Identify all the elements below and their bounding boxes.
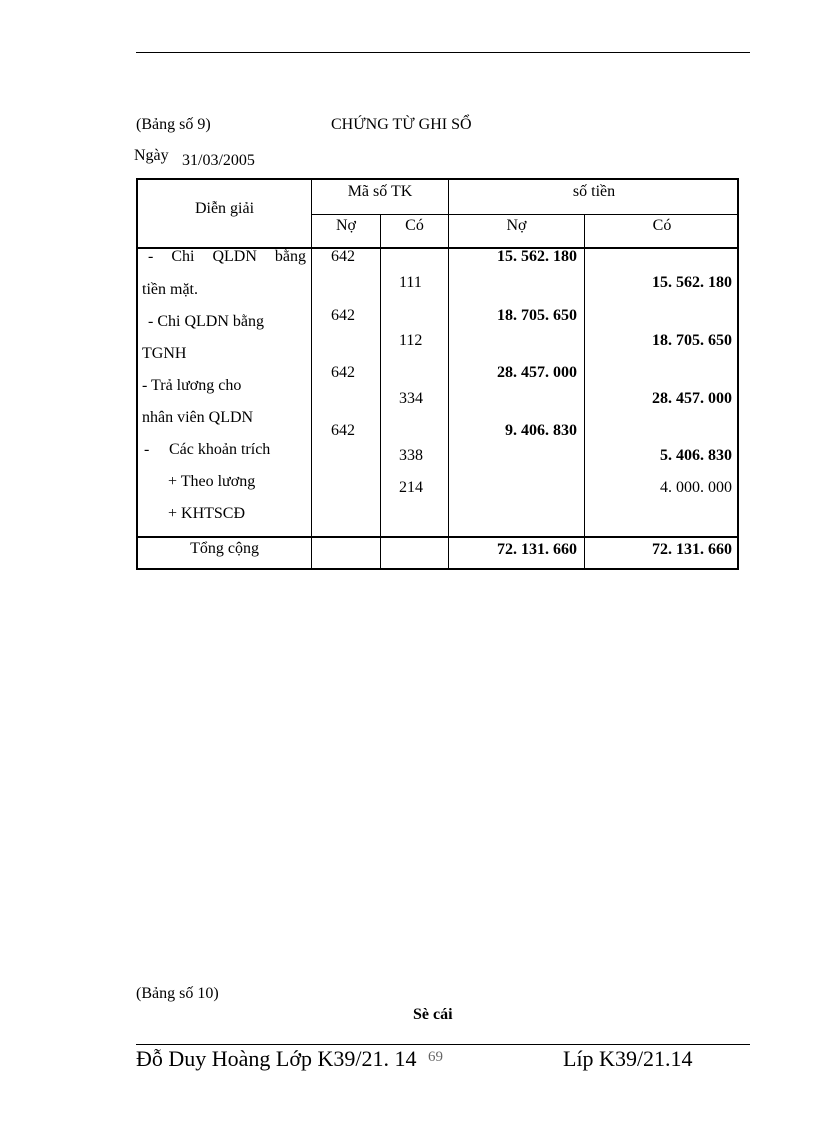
total-label: Tổng cộng [190, 540, 259, 557]
credit-account-code: 111 [399, 274, 422, 291]
header-account-code: Mã số TK [347, 183, 413, 200]
credit-amount: 5. 406. 830 [660, 447, 732, 464]
credit-account-code: 214 [399, 479, 423, 496]
total-debit: 72. 131. 660 [497, 541, 577, 558]
description-line: Các khoản trích [169, 441, 271, 458]
debit-amount: 18. 705. 650 [497, 307, 577, 324]
description-line: + KHTSCĐ [168, 505, 246, 522]
table-number: (Bảng số 9) [136, 116, 211, 133]
header-credit-amount: Có [652, 217, 672, 234]
description-line: - Chi QLDN bằng [148, 248, 306, 265]
voucher-table [136, 178, 739, 570]
total-credit: 72. 131. 660 [652, 541, 732, 558]
header-debit-account: Nợ [335, 217, 356, 234]
footer-author-class: Đỗ Duy Hoàng Lớp K39/21. 14 [136, 1046, 417, 1071]
col-divider [380, 214, 381, 568]
debit-amount: 9. 406. 830 [505, 422, 577, 439]
footer-page-number: 69 [428, 1049, 443, 1065]
row-divider [311, 214, 739, 215]
credit-amount: 15. 562. 180 [652, 274, 732, 291]
credit-amount: 18. 705. 650 [652, 332, 732, 349]
debit-account-code: 642 [331, 307, 355, 324]
debit-account-code: 642 [331, 248, 355, 265]
description-line: + Theo lương [168, 473, 256, 490]
date-value: 31/03/2005 [182, 152, 255, 169]
description-line: - Trả lương cho [142, 377, 242, 394]
debit-amount: 28. 457. 000 [497, 364, 577, 381]
credit-account-code: 334 [399, 390, 423, 407]
credit-amount: 28. 457. 000 [652, 390, 732, 407]
description-line: - Chi QLDN bằng [148, 313, 264, 330]
header-debit-amount: Nợ [506, 217, 527, 234]
footer-class-code: Líp K39/21.14 [563, 1046, 693, 1071]
col-divider [311, 180, 312, 568]
header-credit-account: Có [405, 217, 424, 234]
document-title: CHỨNG TỪ GHI SỔ [331, 116, 472, 133]
next-table-number: (Bảng số 10) [136, 985, 219, 1002]
header-rule [136, 52, 750, 53]
row-divider [138, 536, 739, 538]
credit-account-code: 112 [399, 332, 423, 349]
header-description: Diễn giải [194, 200, 255, 217]
date-label: Ngày [134, 147, 169, 164]
footer-rule [136, 1044, 750, 1045]
debit-account-code: 642 [331, 364, 355, 381]
description-line: TGNH [142, 345, 187, 362]
description-line: - [144, 441, 150, 458]
debit-account-code: 642 [331, 422, 355, 439]
header-amount: số tiền [572, 183, 616, 200]
ledger-title: Sè cái [413, 1006, 453, 1023]
description-line: tiền mặt. [142, 281, 198, 298]
credit-amount: 4. 000. 000 [660, 479, 732, 496]
debit-amount: 15. 562. 180 [497, 248, 577, 265]
credit-account-code: 338 [399, 447, 423, 464]
description-line: nhân viên QLDN [142, 409, 254, 426]
